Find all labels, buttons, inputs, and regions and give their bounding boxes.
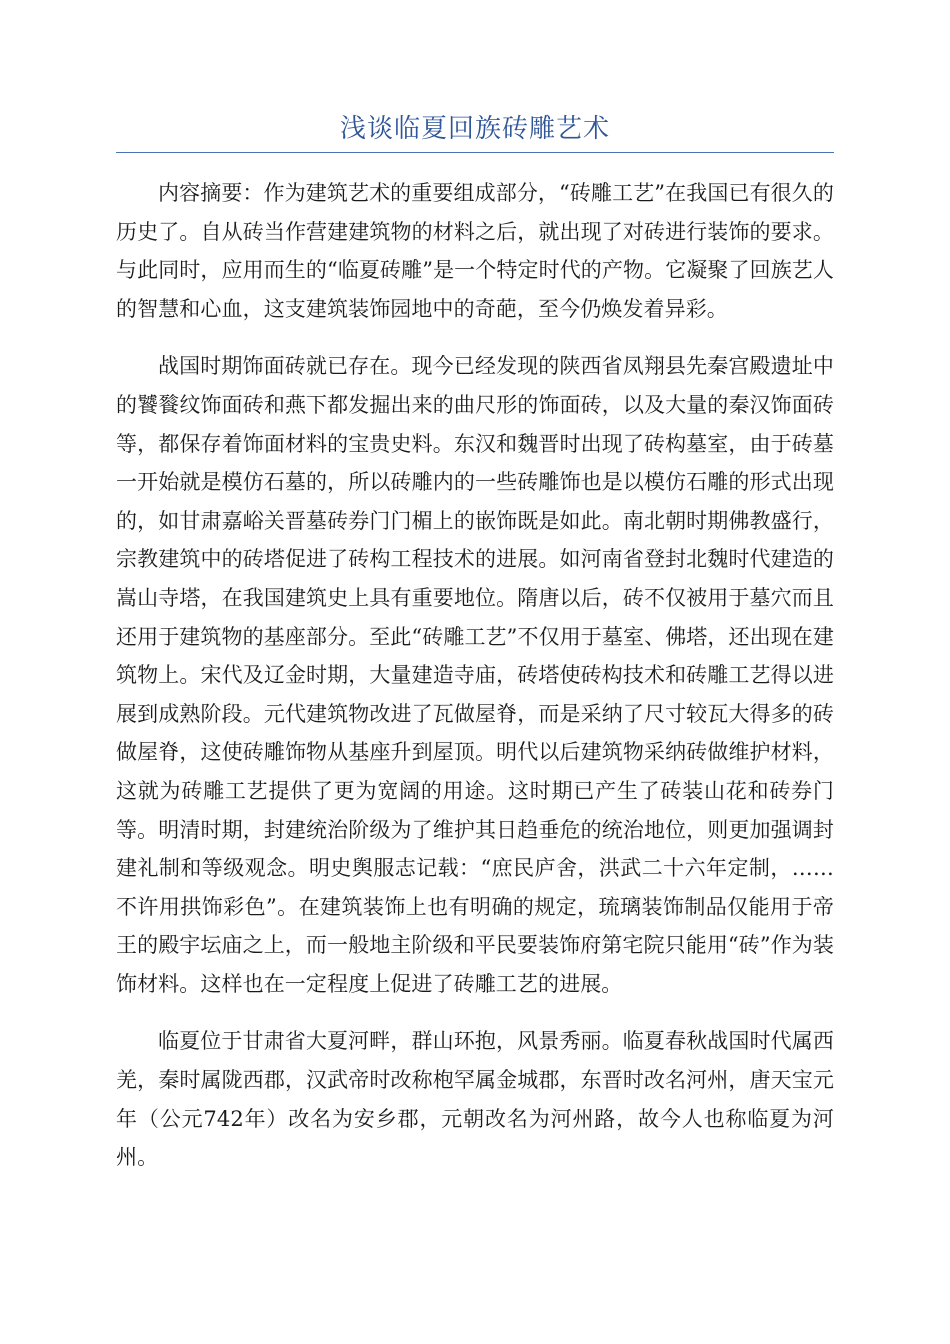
document-page: [116, 112, 834, 1177]
document-title: 浅谈临夏回族砖雕艺术: [116, 112, 834, 153]
history-paragraph: 战国时期饰面砖就已存在。现今已经发现的陕西省凤翔县先秦宫殿遗址中的饕餮纹饰面砖和燕下都发掘出来的曲尺形的饰面砖，以及大量的秦汉饰面砖等，都保存着饰面材料的宝贵史料。东汉和魏晋时出现了砖构墓室，由于砖墓一开始就是模仿石墓的，所以砖雕内的一些砖雕饰也是以模仿石雕的形式出现的，如甘肃嘉峪关晋墓砖券门门楣上的嵌饰既是如此。南北朝时期佛教盛行，宗教建筑中的砖塔促进了砖构工程技术的进展。如河南省登封北魏时代建造的嵩山寺塔，在我国建筑史上具有重要地位。隋唐以后，砖不仅被用于墓穴而且还用于建筑物的基座部分。至此“砖雕工艺”不仅用于墓室、佛塔，还出现在建筑物上。宋代及辽金时期，大量建造寺庙，砖塔使砖构技术和砖雕工艺得以进展到成熟阶段。元代建筑物改进了瓦做屋脊，而是采纳了尺寸较瓦大得多的砖做屋脊，这使砖雕饰物从基座升到屋顶。明代以后建筑物采纳砖做维护材料，这就为砖雕工艺提供了更为宽阔的用途。这时期已产生了砖装山花和砖券门等。明清时期，封建统治阶级为了维护其日趋垂危的统治地位，则更加强调封建礼制和等级观念。明史舆服志记载：“庶民庐舍，洪武二十六年定制，……不许用拱饰彩色”。在建筑装饰上也有明确的规定，琉璃装饰制品仅能用于帝王的殿宇坛庙之上，而一般地主阶级和平民要装饰府第宅院只能用“砖”作为装饰材料。这样也在一定程度上促进了砖雕工艺的进展。: [116, 354, 834, 996]
linxia-paragraph: 临夏位于甘肃省大夏河畔，群山环抱，风景秀丽。临夏春秋战国时代属西羌，秦时属陇西郡，汉武帝时改称枹罕属金城郡，东晋时改名河州，唐天宝元年（公元742年）改名为安乡郡，元朝改名为河州路，故今人也称临夏为河州。: [116, 1029, 834, 1170]
abstract-paragraph: 内容摘要：作为建筑艺术的重要组成部分，“砖雕工艺”在我国已有很久的历史了。自从砖当作营建建筑物的材料之后，就出现了对砖进行装饰的要求。与此同时，应用而生的“临夏砖雕”是一个特定时代的产物。它凝聚了回族艺人的智慧和心血，这支建筑装饰园地中的奇葩，至今仍焕发着异彩。: [116, 181, 834, 321]
